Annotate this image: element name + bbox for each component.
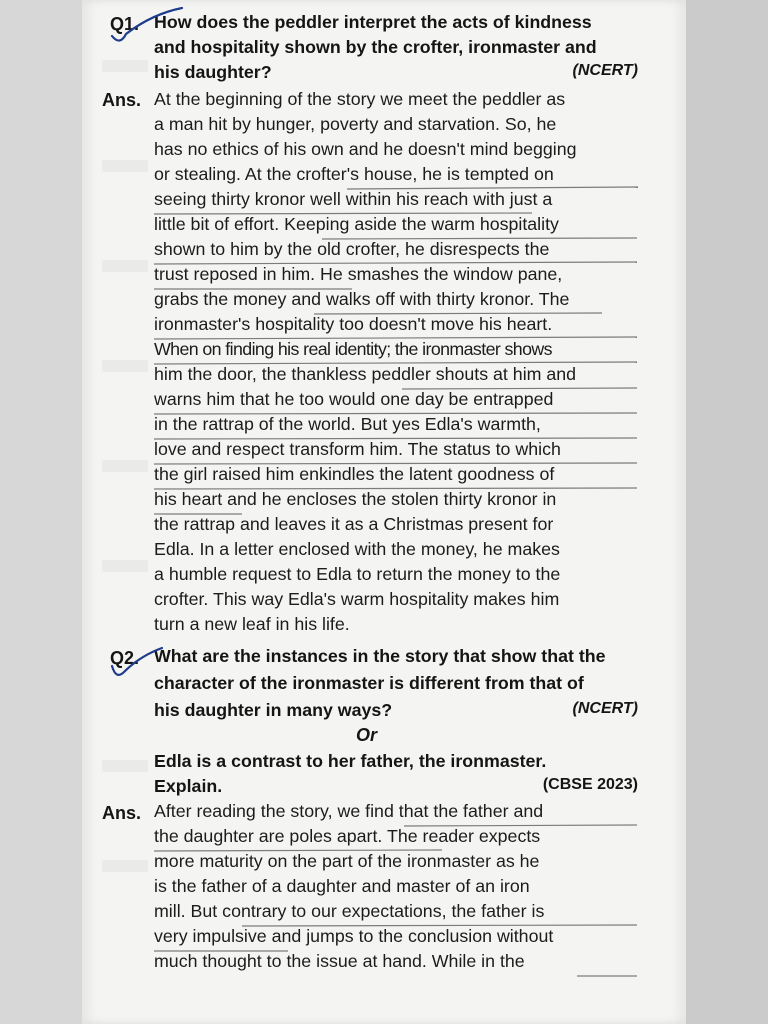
source-tag: (CBSE 2023) — [542, 776, 638, 793]
answer-text-line: At the beginning of the story we meet the peddler as — [154, 89, 566, 109]
answer-text-line: trust reposed in him. He smashes the window pane, — [154, 264, 563, 284]
question-text-line: character of the ironmaster is different from that of — [154, 673, 584, 693]
answer-text-line: him the door, the thankless peddler shouts at him and — [154, 364, 577, 384]
answer-text-line: little bit of effort. Keeping aside the warm hospitality — [154, 214, 559, 234]
answer-text-line: much thought to the issue at hand. While in the — [154, 951, 525, 971]
answer-text-line: crofter. This way Edla's warm hospitality makes him — [154, 589, 560, 609]
bleed-through-mark — [102, 360, 148, 372]
answer-text-line: the girl raised him enkindles the latent goodness of — [154, 464, 555, 484]
or-separator: Or — [356, 725, 378, 745]
background-right — [684, 0, 768, 1024]
question-text-line: How does the peddler interpret the acts of kindness — [154, 12, 592, 32]
answer-text-line: warns him that he too would one day be entrapped — [154, 389, 554, 409]
answer-text-line: mill. But contrary to our expectations, the father is — [154, 901, 545, 921]
answer-text-line: or stealing. At the crofter's house, he is tempted on — [154, 164, 554, 184]
answer-text-line: a man hit by hunger, poverty and starvation. So, he — [154, 114, 557, 134]
question-text-line: and hospitality shown by the crofter, ironmaster and — [154, 37, 597, 57]
bleed-through-mark — [102, 460, 148, 472]
answer-text-line: When on finding his real identity; the ironmaster shows — [154, 339, 552, 359]
source-tag: (NCERT) — [572, 62, 638, 79]
question-text-line: his daughter? — [154, 62, 272, 82]
question-text-line: What are the instances in the story that show that the — [154, 646, 606, 666]
question-text-line: his daughter in many ways? — [154, 700, 393, 720]
answer-text-line: grabs the money and walks off with thirty kronor. The — [154, 289, 570, 309]
bleed-through-mark — [102, 160, 148, 172]
answer-text-line: the daughter are poles apart. The reader expects — [154, 826, 541, 846]
answer-text-line: turn a new leaf in his life. — [154, 614, 350, 634]
answer-text-line: a humble request to Edla to return the money to the — [154, 564, 561, 584]
bleed-through-mark — [102, 260, 148, 272]
answer-label: Ans. — [102, 90, 142, 110]
bleed-through-mark — [102, 760, 148, 772]
answer-text-line: very impulsive and jumps to the conclusion without — [154, 926, 554, 946]
answer-text-line: After reading the story, we find that the father and — [154, 801, 544, 821]
answer-label: Ans. — [102, 803, 142, 823]
bleed-through-mark — [102, 860, 148, 872]
answer-text-line: ironmaster's hospitality too doesn't move his heart. — [154, 314, 553, 334]
answer-text-line: shown to him by the old crofter, he disrespects the — [154, 239, 550, 259]
question-text-line: Edla is a contrast to her father, the ironmaster. — [154, 751, 547, 771]
bleed-through-mark — [102, 560, 148, 572]
answer-text-line: his heart and he encloses the stolen thirty kronor in — [154, 489, 557, 509]
book-page — [82, 0, 686, 1024]
source-tag: (NCERT) — [572, 700, 638, 717]
answer-text-line: Edla. In a letter enclosed with the money, he makes — [154, 539, 560, 559]
question-number: Q2. — [110, 648, 140, 668]
answer-text-line: has no ethics of his own and he doesn't mind begging — [154, 139, 577, 159]
bleed-through-mark — [102, 60, 148, 72]
background-left — [0, 0, 82, 1024]
answer-text-line: more maturity on the part of the ironmaster as he — [154, 851, 540, 871]
answer-text-line: love and respect transform him. The status to which — [154, 439, 561, 459]
question-text-line: Explain. — [154, 776, 223, 796]
answer-text-line: seeing thirty kronor well within his reach with just a — [154, 189, 553, 209]
answer-text-line: in the rattrap of the world. But yes Edla's warmth, — [154, 414, 541, 434]
answer-text-line: is the father of a daughter and master of an iron — [154, 876, 530, 896]
question-number: Q1. — [110, 14, 140, 34]
answer-text-line: the rattrap and leaves it as a Christmas present for — [154, 514, 554, 534]
